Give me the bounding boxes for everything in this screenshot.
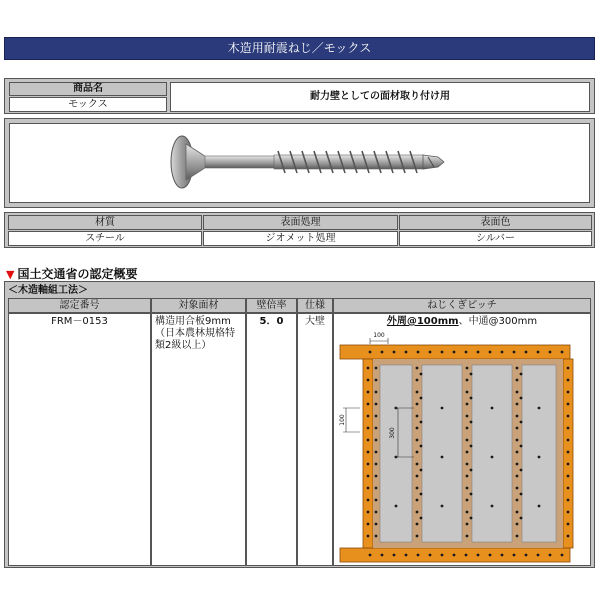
nail-dot xyxy=(375,391,378,394)
nail-dot xyxy=(367,511,370,514)
nail-dot xyxy=(375,379,378,382)
target-material-value: 構造用合板9mm（日本農林規格特類2級以上） xyxy=(155,316,235,351)
nail-dot xyxy=(441,554,444,557)
nail-dot xyxy=(416,499,419,502)
nail-dot xyxy=(417,554,420,557)
nail-dot xyxy=(466,451,469,454)
nail-dot xyxy=(516,487,519,490)
surface-color-header: 表面色 xyxy=(399,215,592,230)
nail-dot xyxy=(381,554,384,557)
nail-dot xyxy=(567,439,570,442)
nail-dot xyxy=(501,351,504,354)
spec-cell xyxy=(297,313,333,566)
product-image-frame xyxy=(4,118,595,208)
nail-dot xyxy=(470,445,473,448)
spec-value: 大壁 xyxy=(305,316,325,327)
nail-dot xyxy=(441,351,444,354)
nail-dot xyxy=(516,523,519,526)
cert-number-header: 認定番号 xyxy=(8,298,151,313)
nail-dot xyxy=(491,505,494,508)
nail-dot xyxy=(466,535,469,538)
nail-dot xyxy=(513,351,516,354)
nail-dot xyxy=(367,463,370,466)
nail-dot xyxy=(367,535,370,538)
nail-dot xyxy=(375,511,378,514)
nail-dot xyxy=(466,439,469,442)
nail-dot xyxy=(567,367,570,370)
cert-number-value: FRM－0153 xyxy=(51,316,108,327)
surface-color-value: シルバー xyxy=(399,231,592,246)
nail-dot xyxy=(420,421,423,424)
nail-dot xyxy=(416,427,419,430)
nail-dot xyxy=(466,463,469,466)
nail-dot xyxy=(416,475,419,478)
nail-dot xyxy=(367,523,370,526)
nail-dot xyxy=(405,351,408,354)
nail-dot xyxy=(567,427,570,430)
nail-dot xyxy=(416,463,419,466)
nail-dot xyxy=(537,351,540,354)
nail-dot xyxy=(417,351,420,354)
material-value: スチール xyxy=(8,231,202,246)
nail-dot xyxy=(375,499,378,502)
nail-dot xyxy=(393,351,396,354)
nail-dot xyxy=(367,379,370,382)
nail-dot xyxy=(466,415,469,418)
nail-dot xyxy=(441,505,444,508)
nail-dot xyxy=(567,511,570,514)
nail-dot xyxy=(466,511,469,514)
nail-dot xyxy=(516,463,519,466)
pitch-separator: 、 xyxy=(458,316,469,327)
nail-dot xyxy=(537,554,540,557)
nail-dot xyxy=(453,554,456,557)
nail-dot xyxy=(375,487,378,490)
nail-dot xyxy=(477,554,480,557)
nail-dot xyxy=(466,379,469,382)
wall-ratio-value: 5．0 xyxy=(259,316,284,327)
nail-dot xyxy=(501,554,504,557)
nail-dot xyxy=(416,403,419,406)
construction-method-label: ＜木造軸組工法＞ xyxy=(8,284,591,298)
nail-dot xyxy=(416,523,419,526)
nail-dot xyxy=(520,517,523,520)
nail-dot xyxy=(520,397,523,400)
nail-dot xyxy=(416,487,419,490)
nail-dot xyxy=(465,554,468,557)
nail-dot xyxy=(520,421,523,424)
nail-dot xyxy=(416,379,419,382)
nail-pitch-diagram xyxy=(334,328,590,564)
nail-dot xyxy=(420,373,423,376)
material-header: 材質 xyxy=(8,215,202,230)
nail-dot xyxy=(567,391,570,394)
target-material-header: 対象面材 xyxy=(151,298,246,313)
nail-dot xyxy=(470,517,473,520)
nail-dot xyxy=(416,535,419,538)
nail-dot xyxy=(516,475,519,478)
outer-pitch-text: 外周@100mm xyxy=(386,316,459,327)
nail-dot xyxy=(516,427,519,430)
nail-dot xyxy=(516,451,519,454)
nail-dot xyxy=(375,475,378,478)
screw-pitch-cell xyxy=(333,313,591,566)
nail-dot xyxy=(416,451,419,454)
product-description: 耐力壁としての面材取り付け用 xyxy=(170,82,590,112)
nail-dot xyxy=(516,499,519,502)
nail-dot xyxy=(453,351,456,354)
nail-dot xyxy=(375,463,378,466)
nail-dot xyxy=(393,554,396,557)
wall-ratio-cell xyxy=(246,313,297,566)
down-triangle-icon: ▼ xyxy=(6,268,15,281)
nail-dot xyxy=(470,493,473,496)
surface-treatment-value: ジオメット処理 xyxy=(203,231,398,246)
nail-dot xyxy=(489,351,492,354)
nail-dot xyxy=(465,351,468,354)
certification-table xyxy=(4,281,595,568)
nail-dot xyxy=(369,351,372,354)
nail-dot xyxy=(549,554,552,557)
nail-dot xyxy=(416,367,419,370)
surface-treatment-header: 表面処理 xyxy=(203,215,398,230)
product-name-value: モックス xyxy=(9,97,167,112)
nail-dot xyxy=(520,445,523,448)
nail-dot xyxy=(525,351,528,354)
nail-dot xyxy=(567,487,570,490)
nail-dot xyxy=(395,505,398,508)
nail-dot xyxy=(466,499,469,502)
certification-heading-text: 国土交通省の認定概要 xyxy=(17,267,138,281)
nail-dot xyxy=(516,403,519,406)
nail-dot xyxy=(516,367,519,370)
nail-dot xyxy=(381,351,384,354)
nail-dot xyxy=(375,523,378,526)
product-image xyxy=(9,123,590,203)
nail-dot xyxy=(513,554,516,557)
nail-dot xyxy=(405,554,408,557)
nail-dot xyxy=(375,427,378,430)
nail-dot xyxy=(375,403,378,406)
nail-dot xyxy=(416,439,419,442)
page-title: 木造用耐震ねじ／モックス xyxy=(4,37,595,60)
nail-dot xyxy=(420,493,423,496)
nail-dot xyxy=(520,373,523,376)
nail-dot xyxy=(567,451,570,454)
nail-dot xyxy=(477,351,480,354)
nail-dot xyxy=(516,379,519,382)
nail-dot xyxy=(549,351,552,354)
nail-dot xyxy=(470,373,473,376)
nail-dot xyxy=(420,445,423,448)
nail-dot xyxy=(489,554,492,557)
nail-dot xyxy=(516,535,519,538)
nail-dot xyxy=(567,535,570,538)
nail-dot xyxy=(520,493,523,496)
nail-dot xyxy=(470,397,473,400)
nail-dot xyxy=(567,403,570,406)
nail-dot xyxy=(441,456,444,459)
nail-dot xyxy=(367,487,370,490)
product-name-header: 商品名 xyxy=(9,82,167,96)
nail-dot xyxy=(561,351,564,354)
nail-dot xyxy=(441,407,444,410)
nail-dot xyxy=(491,456,494,459)
nail-dot xyxy=(416,391,419,394)
screw-pitch-header: ねじくぎピッチ xyxy=(333,298,591,313)
nail-dot xyxy=(367,391,370,394)
nail-dot xyxy=(416,415,419,418)
nail-dot xyxy=(466,475,469,478)
nail-dot xyxy=(567,523,570,526)
nail-dot xyxy=(375,439,378,442)
nail-dot xyxy=(567,499,570,502)
nail-dot xyxy=(429,351,432,354)
nail-dot xyxy=(516,439,519,442)
cert-number-cell xyxy=(8,313,151,566)
wall-ratio-header: 壁倍率 xyxy=(246,298,297,313)
nail-dot xyxy=(516,391,519,394)
dim-inner-label: 300 xyxy=(389,427,396,439)
nail-dot xyxy=(420,517,423,520)
nail-dot xyxy=(567,463,570,466)
nail-dot xyxy=(420,397,423,400)
nail-dot xyxy=(567,475,570,478)
nail-dot xyxy=(466,427,469,430)
nail-dot xyxy=(367,415,370,418)
nail-dot xyxy=(375,451,378,454)
nail-dot xyxy=(538,456,541,459)
inner-pitch-text: 中通@300mm xyxy=(468,316,538,327)
nail-dot xyxy=(466,487,469,490)
nail-dot xyxy=(470,421,473,424)
nail-dot xyxy=(369,554,372,557)
nail-dot xyxy=(466,391,469,394)
nail-dot xyxy=(567,415,570,418)
nail-dot xyxy=(367,451,370,454)
nail-dot xyxy=(367,475,370,478)
nail-dot xyxy=(375,415,378,418)
nail-dot xyxy=(375,535,378,538)
nail-dot xyxy=(466,367,469,370)
target-material-cell xyxy=(151,313,246,566)
nail-dot xyxy=(367,439,370,442)
screw-icon xyxy=(10,124,589,202)
nail-dot xyxy=(375,367,378,370)
nail-dot xyxy=(429,554,432,557)
nail-dot xyxy=(416,511,419,514)
nail-dot xyxy=(367,367,370,370)
dim-left-label: 100 xyxy=(339,414,346,426)
nail-dot xyxy=(516,415,519,418)
spec-header: 仕様 xyxy=(297,298,333,313)
nail-dot xyxy=(420,469,423,472)
nail-dot xyxy=(466,523,469,526)
material-spec-table xyxy=(4,212,595,248)
certification-heading xyxy=(6,265,137,282)
nail-dot xyxy=(466,403,469,406)
nail-dot xyxy=(491,407,494,410)
nail-dot xyxy=(561,554,564,557)
nail-dot xyxy=(538,407,541,410)
dim-top-label: 100 xyxy=(373,332,385,339)
nail-dot xyxy=(367,403,370,406)
nail-dot xyxy=(367,499,370,502)
nail-dot xyxy=(525,554,528,557)
product-info-table xyxy=(4,78,595,114)
nail-dot xyxy=(367,427,370,430)
nail-dot xyxy=(567,379,570,382)
nail-dot xyxy=(520,469,523,472)
nail-dot xyxy=(516,511,519,514)
nail-dot xyxy=(538,505,541,508)
nail-dot xyxy=(470,469,473,472)
